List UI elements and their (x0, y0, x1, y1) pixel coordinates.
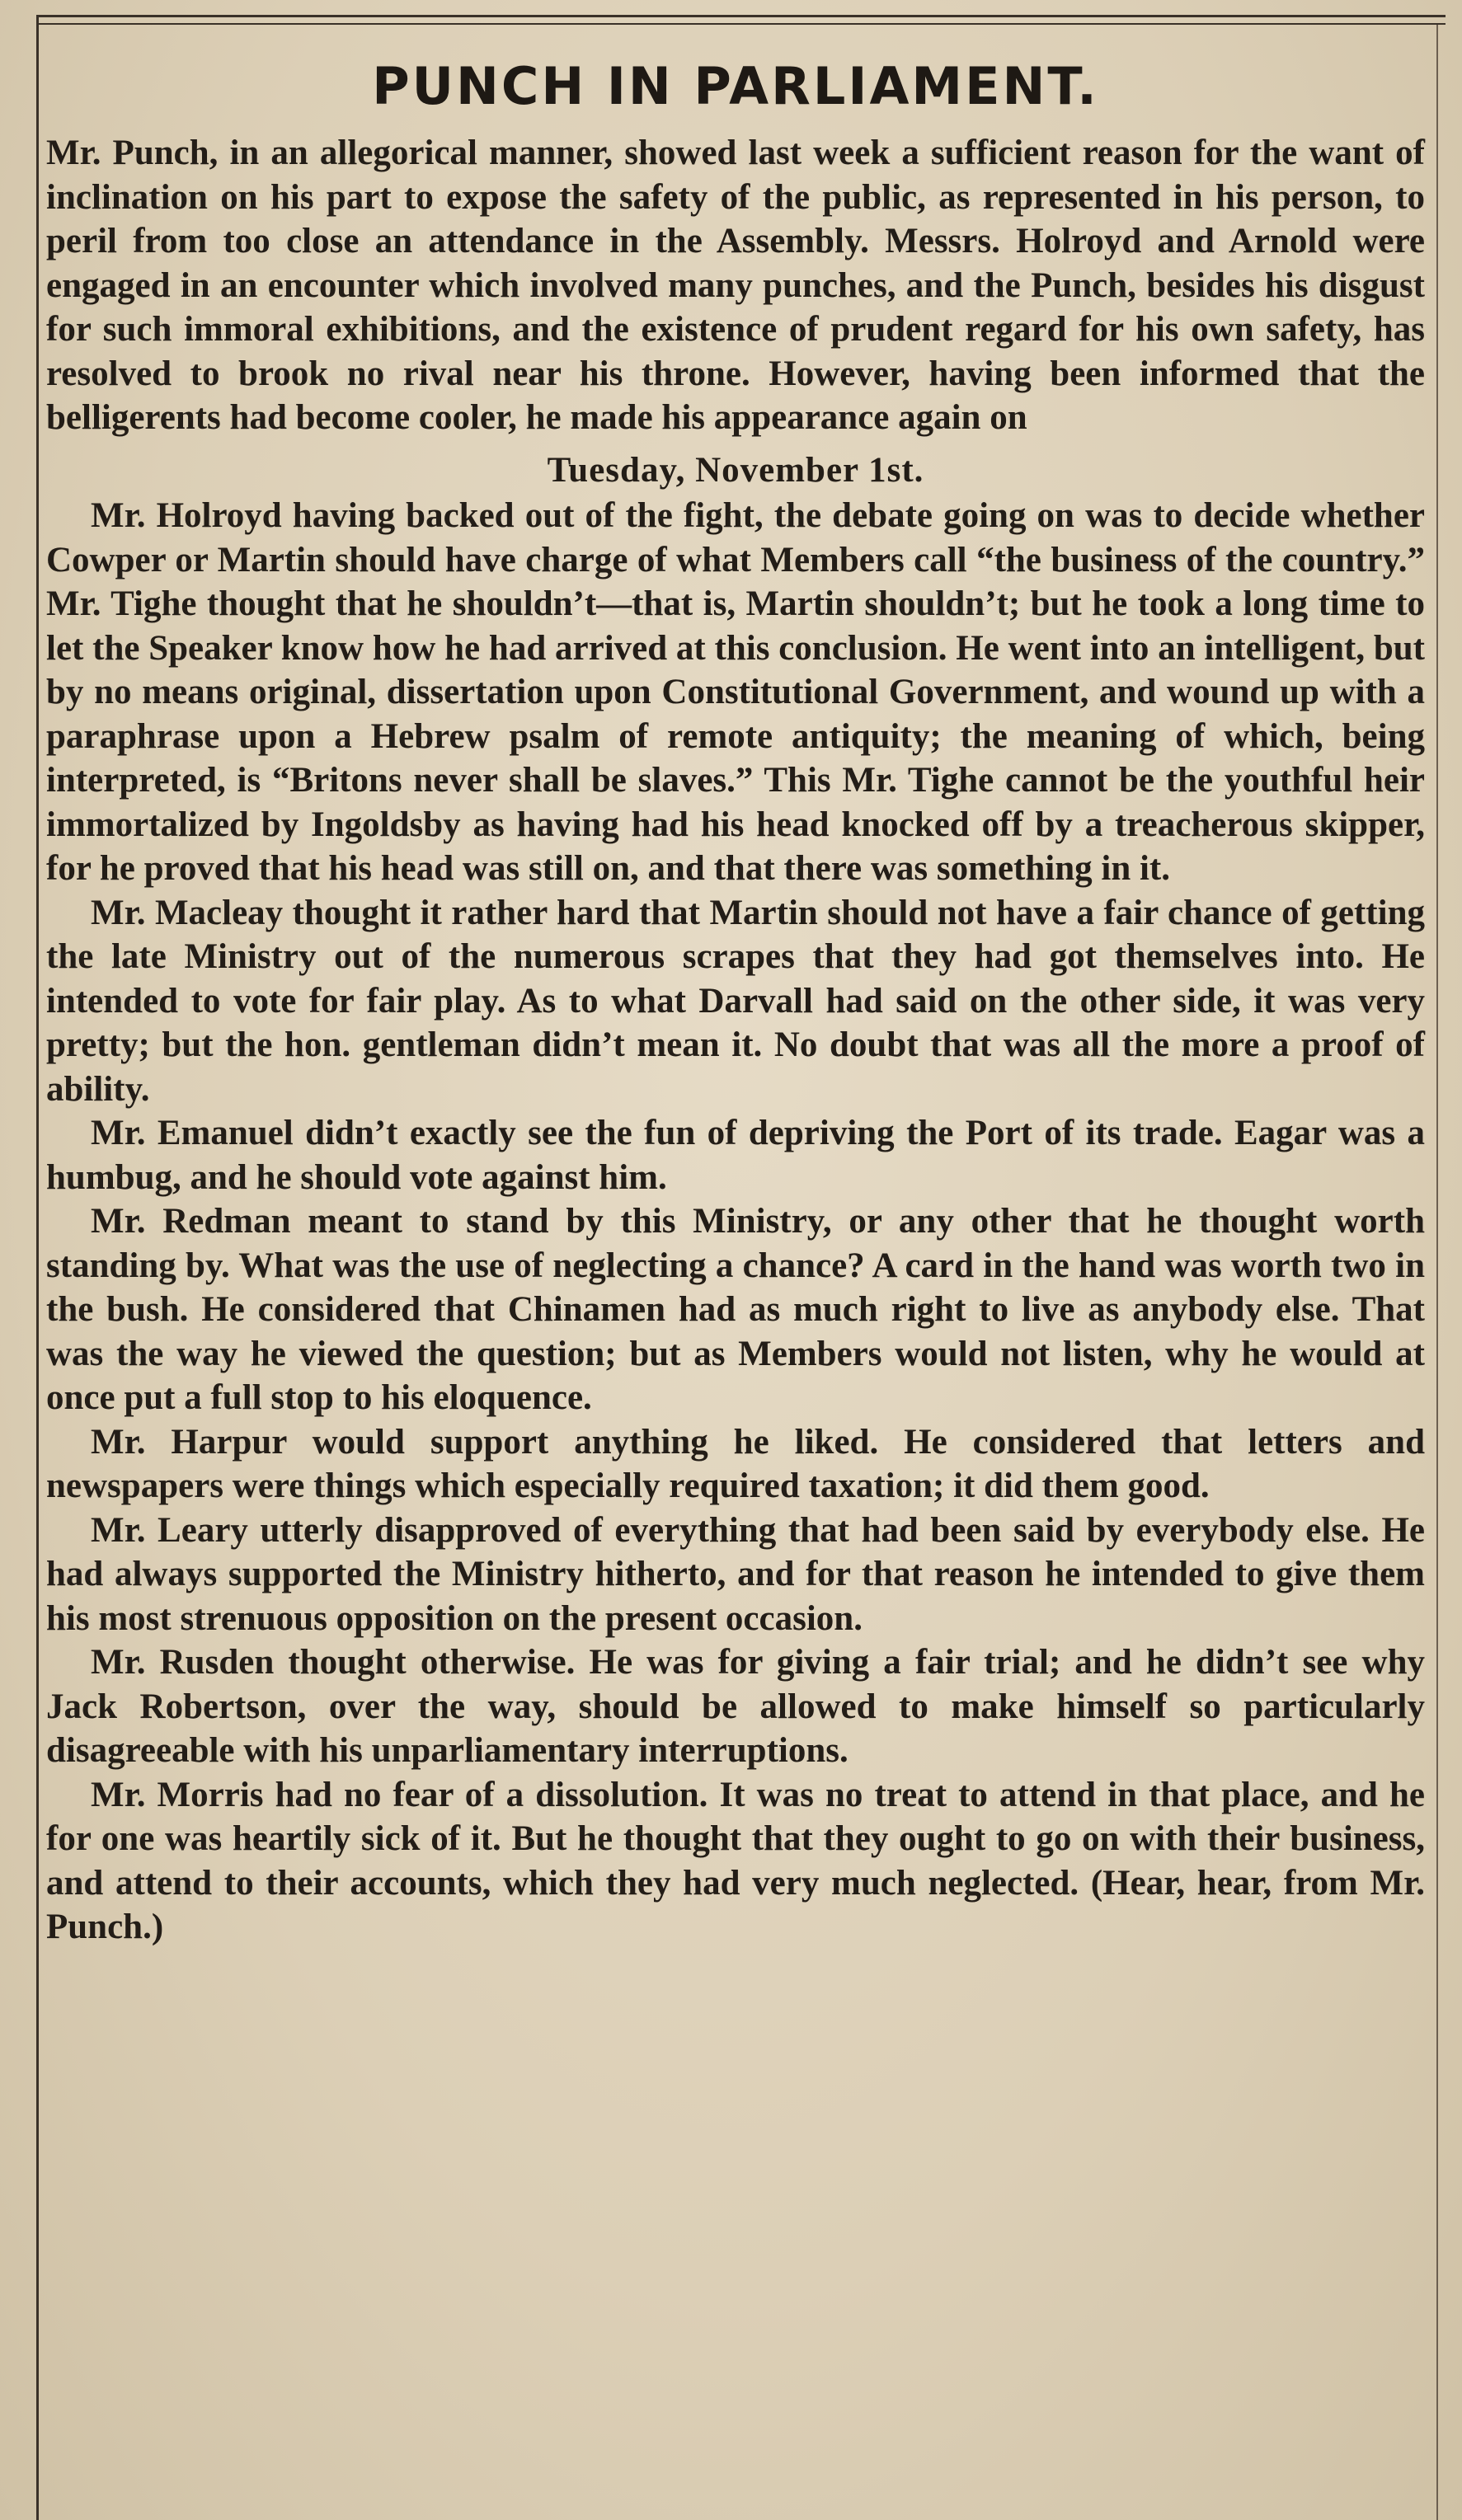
paragraph-leary: Mr. Leary utterly disapproved of everything that had been said by everybody else. He had always supported the Ministry hitherto, and for that reason he intended to give them his most strenuous opposition on the present occasion. (46, 1510, 1425, 1638)
intro-paragraph: Mr. Punch, in an allegorical manner, showed last week a sufficient reason for the want of inclination on his part to expose the safety of the public, as represented in his person, to peril from too close an attendance in the Assembly. Messrs. Holroyd and Arnold were engaged in an encounter which involved many punches, and the Punch, besides his disgust for such immoral exhibitions, and the existence of prudent regard for his own safety, has resolved to brook no rival near his throne. However, having been informed that the belligerents had become cooler, he made his appearance again on (46, 134, 1425, 437)
paragraph-morris: Mr. Morris had no fear of a dissolution. It was no treat to attend in that place, and he for one was heartily sick of it. But he thought that they ought to go on with their business, and attend to their accounts, which they had very much neglected. (Hear, hear, from Mr. Punch.) (46, 1775, 1425, 1946)
paragraph-redman: Mr. Redman meant to stand by this Ministry, or any other that he thought worth standing by. What was the use of neglecting a chance? A card in the hand was worth two in the bush. He considered that Chinamen had as much right to live as anybody else. That was the way he viewed the question; but as Members would not listen, why he would at once put a full stop to his eloquence. (46, 1202, 1425, 1417)
column-rule-right (1436, 25, 1438, 2520)
paragraph-emanuel: Mr. Emanuel didn’t exactly see the fun of depriving the Port of its trade. Eagar was a humbug, and he should vote against him. (46, 1114, 1425, 1197)
paragraph-rusden: Mr. Rusden thought otherwise. He was for giving a fair trial; and he didn’t see why Jack Robertson, over the way, should be allowed to make himself so particularly disagreeable with his unparliamentary interruptions. (46, 1643, 1425, 1770)
paragraph-harpur: Mr. Harpur would support anything he liked. He considered that letters and newspapers were things which especially required taxation; it did them good. (46, 1422, 1425, 1505)
session-dateline: Tuesday, November 1st. (547, 450, 924, 490)
column-rule-left (36, 15, 39, 2520)
top-rule (36, 15, 1446, 17)
article (46, 48, 1425, 1950)
paragraph-macleay: Mr. Macleay thought it rather hard that Martin should not have a fair chance of getting the late Ministry out of the numerous scrapes that they had got themselves into. He intended to vote for fair play. As to what Darvall had said on the other side, it was very pretty; but the hon. gentleman didn’t mean it. No doubt that was all the more a proof of ability. (46, 893, 1425, 1109)
paragraph-holroyd: Mr. Holroyd having backed out of the fight, the debate going on was to decide whether Cowper or Martin should have charge of what Members call “the business of the country.” Mr. Tighe thought that he shouldn’t—that is, Martin shouldn’t; but he took a long time to let the Speaker know how he had arrived at this conclusion. He went into an intelligent, but by no means original, dissertation upon Constitutional Government, and wound up with a paraphrase upon a Hebrew psalm of remote antiquity; the meaning of which, being interpreted, is “Britons never shall be slaves.” This Mr. Tighe cannot be the youthful heir immortalized by Ingoldsby as having had his head knocked off by a treacherous skipper, for he proved that his head was still on, and that there was something in it. (46, 496, 1425, 888)
top-rule-thin (36, 23, 1446, 25)
article-headline: PUNCH IN PARLIAMENT. (372, 56, 1099, 116)
